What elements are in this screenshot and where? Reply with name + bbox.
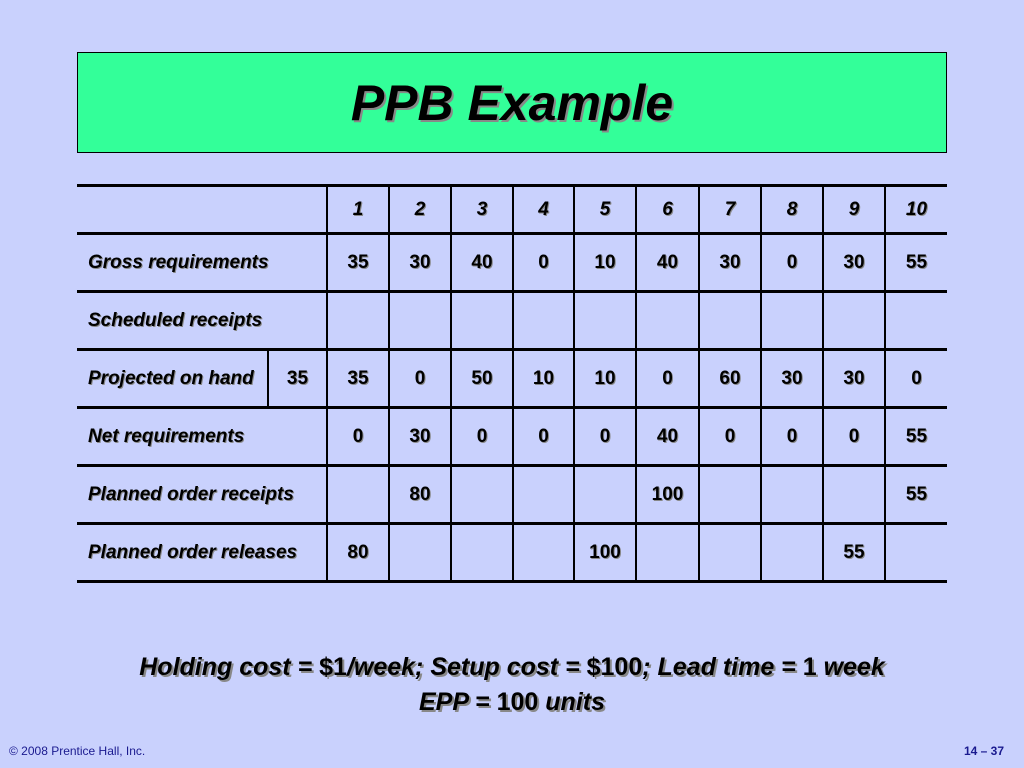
cell-net-requirements-1: 0 xyxy=(327,408,389,466)
table-row xyxy=(77,234,947,292)
cell-scheduled-receipts-7 xyxy=(699,292,761,350)
cell-planned-order-releases-10 xyxy=(885,524,947,582)
cell-gross-requirements-7: 30 xyxy=(699,234,761,292)
row-label-planned-order-releases: Planned order releases xyxy=(77,524,327,582)
cell-planned-order-releases-4 xyxy=(513,524,574,582)
cell-scheduled-receipts-1 xyxy=(327,292,389,350)
cell-planned-order-receipts-2: 80 xyxy=(389,466,451,524)
title-box xyxy=(77,52,947,153)
setup-cost-value: $100 xyxy=(586,653,643,681)
lead-time-label: ; Lead time = xyxy=(642,653,796,681)
cell-planned-order-releases-3 xyxy=(451,524,513,582)
cell-gross-requirements-2: 30 xyxy=(389,234,451,292)
epp-value: 100 xyxy=(496,688,539,716)
slide-number: 14 – 37 xyxy=(963,744,1004,758)
cell-scheduled-receipts-4 xyxy=(513,292,574,350)
cell-planned-order-receipts-3 xyxy=(451,466,513,524)
period-header-10: 10 xyxy=(885,186,947,234)
cell-gross-requirements-5: 10 xyxy=(574,234,636,292)
epp-label: EPP = xyxy=(419,688,490,716)
slide-title: PPB Example xyxy=(350,74,674,131)
row-label-projected-on-hand: Projected on hand xyxy=(77,350,268,408)
cell-scheduled-receipts-2 xyxy=(389,292,451,350)
period-header-8: 8 xyxy=(761,186,823,234)
cell-net-requirements-8: 0 xyxy=(761,408,823,466)
cell-gross-requirements-4: 0 xyxy=(513,234,574,292)
cell-scheduled-receipts-3 xyxy=(451,292,513,350)
cell-net-requirements-2: 30 xyxy=(389,408,451,466)
cell-planned-order-receipts-10: 55 xyxy=(885,466,947,524)
cell-projected-on-hand-10: 0 xyxy=(885,350,947,408)
cell-planned-order-releases-5: 100 xyxy=(574,524,636,582)
row-label-gross-requirements: Gross requirements xyxy=(77,234,327,292)
cost-footnote xyxy=(0,653,1024,682)
cell-projected-on-hand-1: 35 xyxy=(327,350,389,408)
period-header-1: 1 xyxy=(327,186,389,234)
holding-cost-label: Holding cost = xyxy=(139,653,313,681)
cell-net-requirements-5: 0 xyxy=(574,408,636,466)
epp-unit: units xyxy=(545,688,605,716)
cell-net-requirements-3: 0 xyxy=(451,408,513,466)
table-header-row xyxy=(77,186,947,234)
cell-planned-order-receipts-1 xyxy=(327,466,389,524)
cell-gross-requirements-6: 40 xyxy=(636,234,699,292)
cell-projected-on-hand-4: 10 xyxy=(513,350,574,408)
initial-value-projected-on-hand: 35 xyxy=(268,350,327,408)
cell-projected-on-hand-7: 60 xyxy=(699,350,761,408)
cell-projected-on-hand-2: 0 xyxy=(389,350,451,408)
cell-net-requirements-7: 0 xyxy=(699,408,761,466)
cell-gross-requirements-9: 30 xyxy=(823,234,885,292)
period-header-7: 7 xyxy=(699,186,761,234)
cell-planned-order-releases-7 xyxy=(699,524,761,582)
cell-planned-order-receipts-4 xyxy=(513,466,574,524)
cell-projected-on-hand-3: 50 xyxy=(451,350,513,408)
table-row xyxy=(77,524,947,582)
cell-planned-order-releases-6 xyxy=(636,524,699,582)
row-label-scheduled-receipts: Scheduled receipts xyxy=(77,292,327,350)
ppb-table xyxy=(77,184,947,583)
table-row xyxy=(77,408,947,466)
cell-gross-requirements-3: 40 xyxy=(451,234,513,292)
cell-scheduled-receipts-10 xyxy=(885,292,947,350)
period-header-2: 2 xyxy=(389,186,451,234)
copyright: © 2008 Prentice Hall, Inc. xyxy=(9,744,146,758)
cell-net-requirements-9: 0 xyxy=(823,408,885,466)
table-row xyxy=(77,466,947,524)
table-row xyxy=(77,350,947,408)
cell-scheduled-receipts-9 xyxy=(823,292,885,350)
cell-planned-order-releases-1: 80 xyxy=(327,524,389,582)
period-header-3: 3 xyxy=(451,186,513,234)
cell-net-requirements-6: 40 xyxy=(636,408,699,466)
period-header-6: 6 xyxy=(636,186,699,234)
cell-scheduled-receipts-6 xyxy=(636,292,699,350)
epp-footnote xyxy=(0,688,1024,717)
holding-cost-unit: /week; Setup cost = xyxy=(346,653,580,681)
table-row xyxy=(77,292,947,350)
period-header-4: 4 xyxy=(513,186,574,234)
holding-cost-value: $1 xyxy=(319,653,347,681)
cell-planned-order-receipts-9 xyxy=(823,466,885,524)
row-label-net-requirements: Net requirements xyxy=(77,408,327,466)
cell-planned-order-receipts-7 xyxy=(699,466,761,524)
cell-scheduled-receipts-8 xyxy=(761,292,823,350)
lead-time-unit: week xyxy=(823,653,885,681)
cell-net-requirements-10: 55 xyxy=(885,408,947,466)
cell-gross-requirements-1: 35 xyxy=(327,234,389,292)
cell-net-requirements-4: 0 xyxy=(513,408,574,466)
row-label-planned-order-receipts: Planned order receipts xyxy=(77,466,327,524)
cell-gross-requirements-10: 55 xyxy=(885,234,947,292)
cell-planned-order-receipts-5 xyxy=(574,466,636,524)
cell-gross-requirements-8: 0 xyxy=(761,234,823,292)
cell-planned-order-receipts-6: 100 xyxy=(636,466,699,524)
cell-projected-on-hand-5: 10 xyxy=(574,350,636,408)
cell-planned-order-receipts-8 xyxy=(761,466,823,524)
header-blank-cell xyxy=(77,186,327,234)
cell-projected-on-hand-9: 30 xyxy=(823,350,885,408)
cell-projected-on-hand-6: 0 xyxy=(636,350,699,408)
cell-planned-order-releases-8 xyxy=(761,524,823,582)
period-header-9: 9 xyxy=(823,186,885,234)
cell-scheduled-receipts-5 xyxy=(574,292,636,350)
cell-planned-order-releases-2 xyxy=(389,524,451,582)
period-header-5: 5 xyxy=(574,186,636,234)
cell-projected-on-hand-8: 30 xyxy=(761,350,823,408)
lead-time-value: 1 xyxy=(802,653,817,681)
cell-planned-order-releases-9: 55 xyxy=(823,524,885,582)
